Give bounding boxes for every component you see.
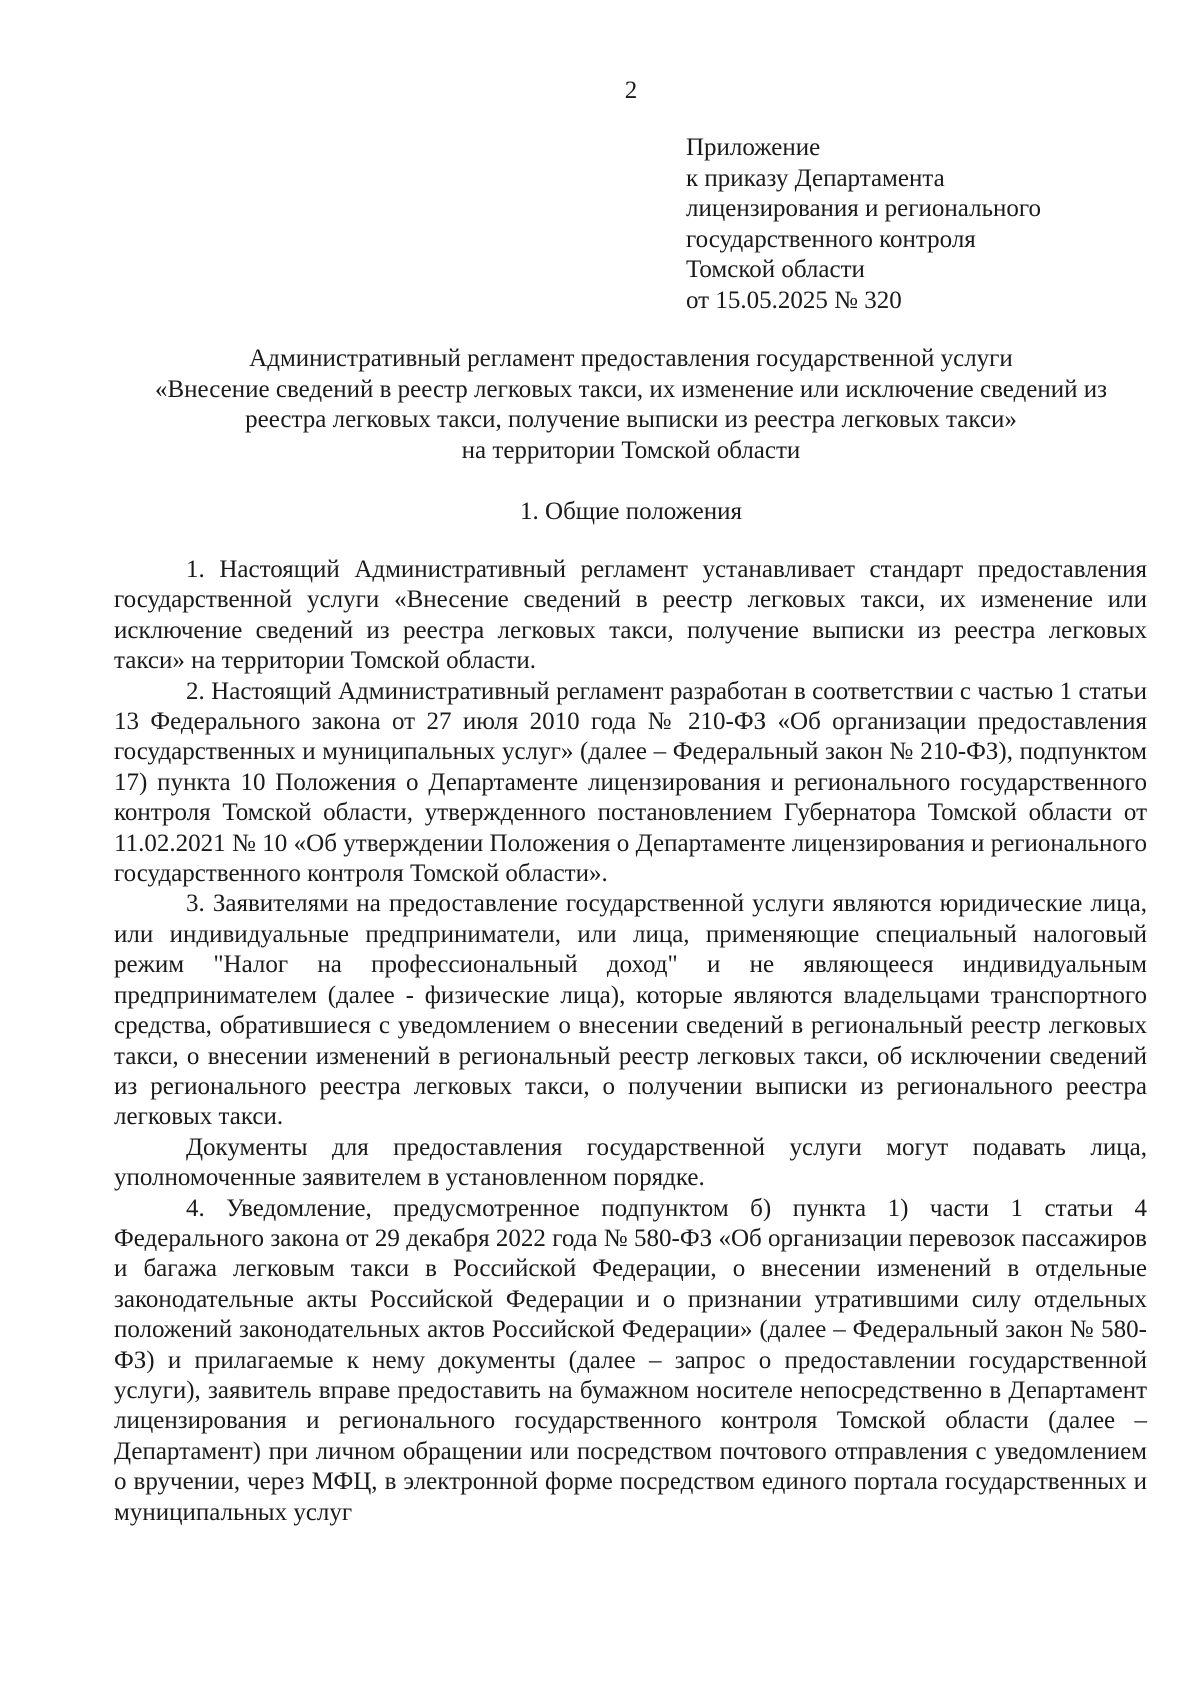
- title-line: на территории Томской области: [461, 436, 801, 464]
- paragraph-1: 1. Настоящий Административный регламент устанавливает стандарт предоставления государственной услуги «Внесение сведений в реестр легковых такси, их изменение или исключение сведений из реестра легковых такси, получение выписки из реестра легковых такси» на территории Томской области.: [114, 556, 1147, 675]
- title-line: реестра легковых такси, получение выписки из реестра легковых такси»: [245, 406, 1017, 433]
- appendix-line: от 15.05.2025 № 320: [686, 286, 902, 314]
- paragraph-3: 3. Заявителями на предоставление государственной услуги являются юридические лица, или индивидуальные предприниматели, или лица, применяющие специальный налоговый режим "Налог на профессиональный доход" и не являющееся индивидуальным предпринимателем (далее - физические лица), которые являются владельцами транспортного средства, обратившиеся с уведомлением о внесении сведений в региональный реестр легковых такси, о внесении изменений в региональный реестр легковых такси, об исключении сведений из регионального реестра легковых такси, о получении выписки из регионального реестра легковых такси.: [114, 890, 1147, 1131]
- paragraph-3-note: Документы для предоставления государственной услуги могут подавать лица, уполномоченные заявителем в установленном порядке.: [114, 1133, 1147, 1192]
- paragraph-4: 4. Уведомление, предусмотренное подпунктом б) пункта 1) части 1 статьи 4 Федерального закона от 29 декабря 2022 года № 580-ФЗ «Об организации перевозок пассажиров и багажа легковым такси в Российской Федерации, о внесении изменений в отдельные законодательные акты Российской Федерации и о признании утратившими силу отдельных положений законодательных актов Российской Федерации» (далее – Федеральный закон № 580-ФЗ) и прилагаемые к нему документы (далее – запрос о предоставлении государственной услуги), заявитель вправе предоставить на бумажном носителе непосредственно в Департамент лицензирования и регионального государственного контроля Томской области (далее – Департамент) при личном обращении или посредством почтового отправления с уведомлением о вручении, через МФЦ, в электронной форме посредством единого портала государственных и муниципальных услуг: [114, 1194, 1147, 1526]
- title-line: Административный регламент предоставления государственной услуги: [249, 345, 1013, 372]
- appendix-line: Томской области: [686, 256, 865, 283]
- appendix-line: к приказу Департамента: [686, 164, 945, 192]
- appendix-line: лицензирования и регионального: [686, 195, 1041, 222]
- appendix-line: государственного контроля: [686, 225, 976, 253]
- document-body: [114, 555, 1147, 1528]
- title-line: «Внесение сведений в реестр легковых такси, их изменение или исключение сведений из: [154, 375, 1107, 403]
- page-number: 2: [624, 77, 638, 104]
- appendix-line: Приложение: [686, 134, 821, 161]
- paragraph-2: 2. Настоящий Административный регламент разработан в соответствии с частью 1 статьи 13 Федерального закона от 27 июля 2010 года № 210-ФЗ «Об организации предоставления государственных и муниципальных услуг» (далее – Федеральный закон № 210-ФЗ), подпунктом 17) пункта 10 Положения о Департаменте лицензирования и регионального государственного контроля Томской области, утвержденного постановлением Губернатора Томской области от 11.02.2021 № 10 «Об утверждении Положения о Департаменте лицензирования и регионального государственного контроля Томской области».: [114, 677, 1147, 888]
- appendix-block: [686, 133, 1041, 316]
- section-heading: 1. Общие положения: [520, 498, 742, 525]
- document-title: [118, 344, 1144, 466]
